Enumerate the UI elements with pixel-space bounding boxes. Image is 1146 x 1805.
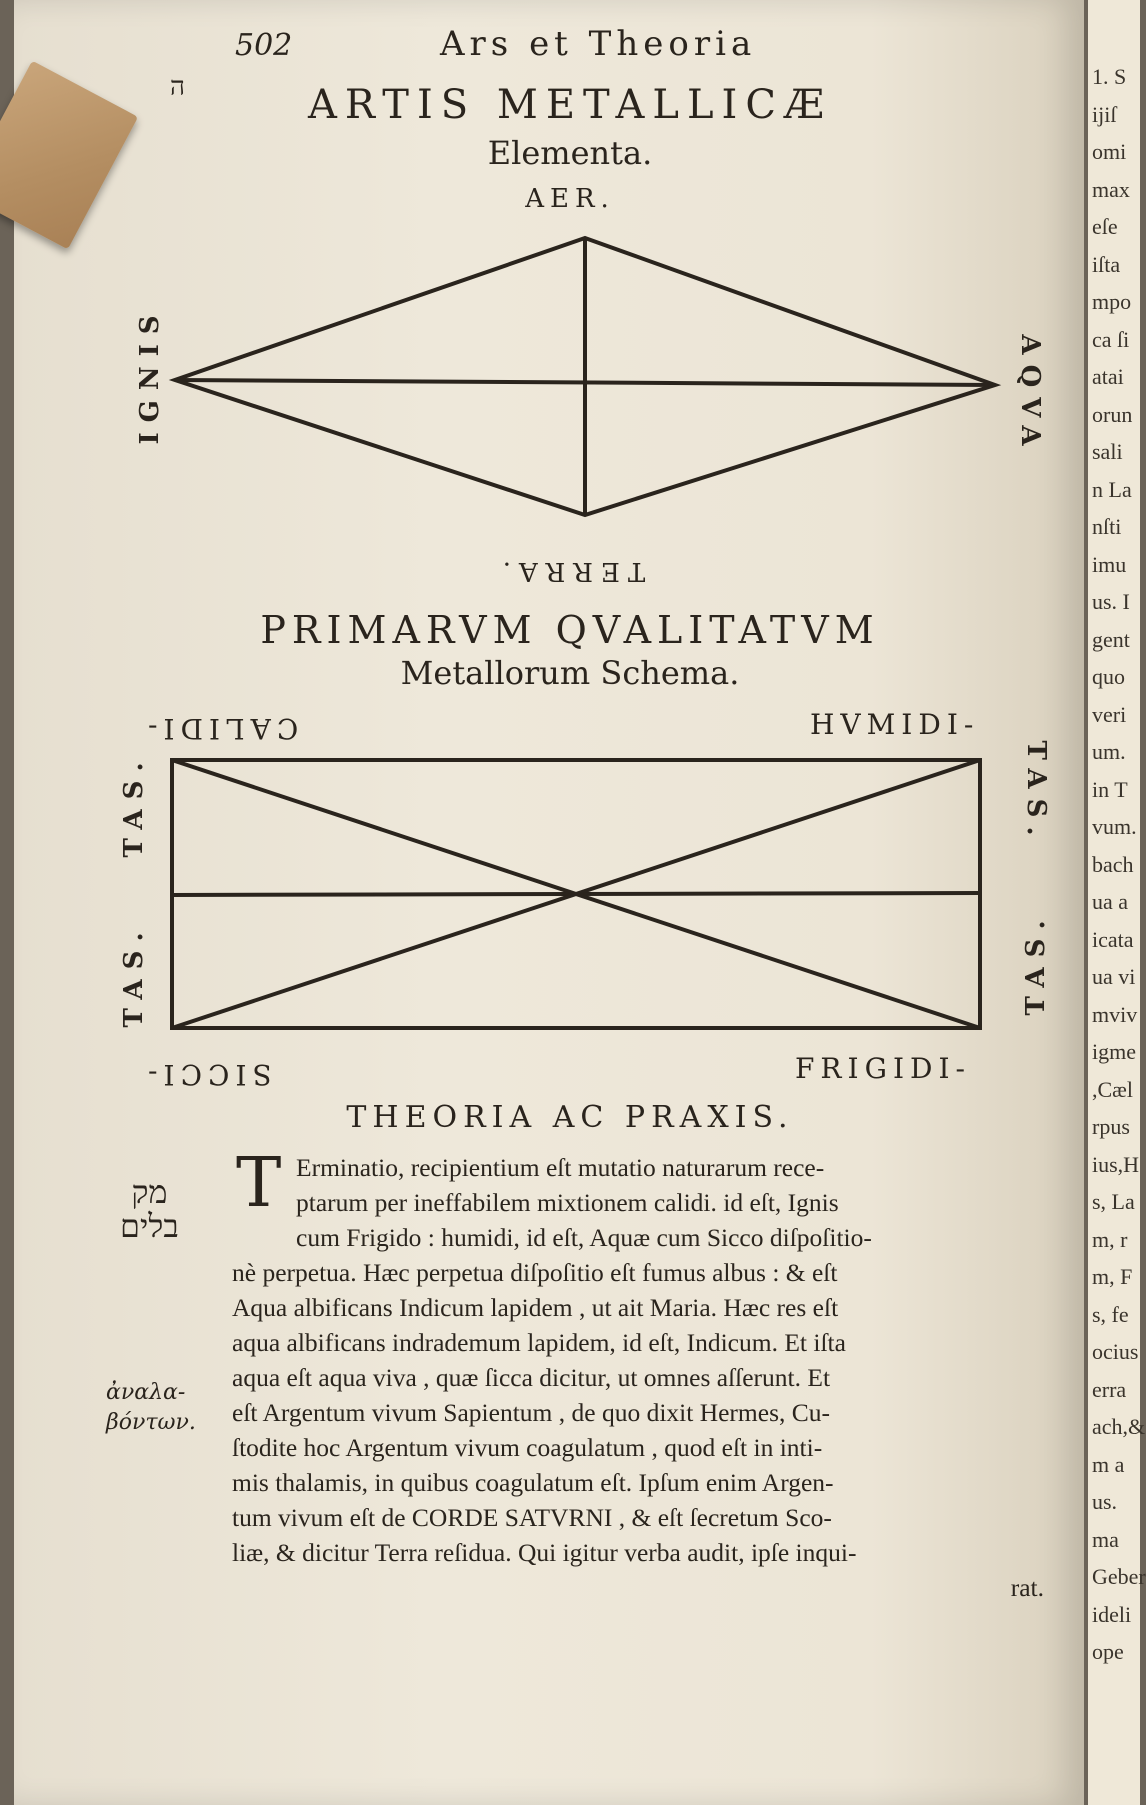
section-title: THEORIA AC PRAXIS. [346,1100,794,1135]
adjacent-page-fragment: omi [1092,139,1127,164]
adjacent-page-fragment: us. [1092,1489,1118,1514]
quality-label-calidi: CALIDI- [142,712,299,745]
adjacent-page-fragment: m, F [1092,1264,1133,1289]
text-line: Erminatio, recipientium eſt mutatio naturarum rece- [296,1153,825,1182]
adjacent-page-fragment: eſe [1092,214,1118,239]
element-label-ignis: IGNIS [135,305,165,445]
adjacent-page-fragment: ocius [1092,1339,1139,1364]
margin-note-greek [106,1378,196,1438]
adjacent-page-fragment: ua vi [1092,964,1136,989]
drop-cap: T [236,1144,282,1223]
text-line: ptarum per ineffabilem mixtionem calidi. id eſt, Ignis [296,1188,839,1217]
adjacent-page-fragment: igme [1092,1039,1136,1064]
element-label-terra: TERRA. [494,556,646,586]
margin-note-hebrew [120,1175,179,1243]
text-line: aqua albificans indrademum lapidem, id eſt, Indicum. Et iſta [232,1328,846,1357]
adjacent-page-fragment: max [1092,176,1130,202]
adjacent-page-fragment: erra [1092,1376,1127,1402]
figure-subtitle: Elementa. [487,134,653,172]
adjacent-page-fragment: m, r [1092,1226,1128,1252]
rhombus-horizontal-axis [175,380,995,385]
margin-note-line: βόντων. [106,1410,196,1435]
adjacent-page-fragment: ua a [1092,889,1129,914]
adjacent-page-fragment: ma [1092,1526,1119,1552]
text-line: eſt Argentum vivum Sapientum , de quo dixit Hermes, Cu- [232,1398,831,1427]
adjacent-page-fragment: quo [1092,664,1125,689]
hebrew-mark: ה [170,72,185,102]
adjacent-page-fragment: atai [1092,364,1124,389]
text-line: rat. [1010,1573,1044,1602]
text-line: mis thalamis, in quibus coagulatum eſt. Ipſum enim Argen- [232,1468,834,1497]
text-line: aqua eſt aqua viva , quæ ſicca dicitur, ut omnes aſſerunt. Et [232,1363,831,1392]
qualities-rectangle [172,760,980,1028]
adjacent-page-fragment: imu [1092,551,1127,577]
text-line: nè perpetua. Hæc perpetua diſpoſitio eſt fumus albus : & eſt [232,1258,838,1287]
adjacent-page-fragment: rpus [1092,1114,1130,1139]
margin-note-line: בלים [120,1207,179,1245]
text-line: liæ, & dicitur Terra reſidua. Qui igitur verba audit, ipſe inqui- [232,1538,857,1567]
element-label-aer: AER. [525,184,615,214]
quality-label-sicci: SICCI- [142,1058,272,1091]
text-line: cum Frigido : humidi, id eſt, Aquæ cum Sicco diſpoſitio- [296,1223,872,1252]
schema-title: PRIMARVM QVALITATVM [260,608,880,652]
adjacent-page-fragment: in T [1092,776,1128,802]
quality-label-frigidi: FRIGIDI- [795,1052,971,1085]
adjacent-page-fragment: 1. S [1092,64,1127,89]
adjacent-page-fragment: ope [1092,1639,1124,1664]
adjacent-page-fragment: gent [1092,626,1130,652]
adjacent-page-fragment: ca ſi [1092,326,1130,352]
running-head: Ars et Theoria [440,24,757,64]
quality-suffix-humidi: TAS. [1021,740,1051,846]
adjacent-page-fragment: iſta [1092,251,1121,277]
adjacent-page-fragment: n La [1092,476,1132,502]
text-line: tum vivum eſt de CORDE SATVRNI , & eſt ſecretum Sco- [232,1503,832,1532]
margin-note-line: מק [131,1173,168,1211]
adjacent-page-fragment: mpo [1092,289,1132,314]
margin-note-line: ἀναλα- [106,1380,186,1405]
quality-label-humidi: HVMIDI- [810,708,980,741]
adjacent-page-fragment: mviv [1092,1001,1138,1027]
adjacent-page-fragment: Geber [1092,1564,1146,1589]
quality-suffix-sicci: TAS. [119,922,149,1028]
adjacent-page-fragment: ius,H [1092,1151,1140,1177]
elements-rhombus [175,238,995,515]
adjacent-page-fragment: ,Cæl [1092,1076,1133,1102]
adjacent-page-fragment: m a [1092,1451,1125,1477]
adjacent-page-fragment: orun [1092,401,1133,427]
quality-suffix-frigidi: TAS. [1021,910,1051,1016]
schema-subtitle: Metallorum Schema. [400,654,740,692]
adjacent-page-fragment: nſti [1092,514,1122,539]
adjacent-page-fragment: veri [1092,701,1127,727]
figure-title: ARTIS METALLICÆ [307,82,832,128]
adjacent-page-fragment: ideli [1092,1601,1132,1627]
quality-suffix-calidi: TAS. [119,752,149,858]
adjacent-page-fragment: vum. [1092,814,1137,839]
adjacent-page-fragment: bach [1092,851,1134,877]
adjacent-page-fragment: s, La [1092,1189,1135,1214]
adjacent-page-fragment: ijiſ [1092,101,1117,127]
element-label-aqua: AQVA [1015,334,1045,456]
adjacent-page-fragment: sali [1092,439,1123,464]
adjacent-page-fragment: us. I [1092,589,1130,614]
text-line: Aqua albificans Indicum lapidem , ut ait Maria. Hæc res eſt [232,1293,839,1322]
page-number: 502 [235,28,293,63]
adjacent-page-fragment: um. [1092,739,1126,764]
adjacent-page-fragment: s, fe [1092,1301,1129,1327]
adjacent-page-fragment: icata [1092,926,1134,952]
body-text [232,1144,1044,1605]
adjacent-page-fragment: ach,& [1092,1414,1146,1439]
text-line: ſtodite hoc Argentum vivum coagulatum , quod eſt in inti- [232,1433,823,1462]
